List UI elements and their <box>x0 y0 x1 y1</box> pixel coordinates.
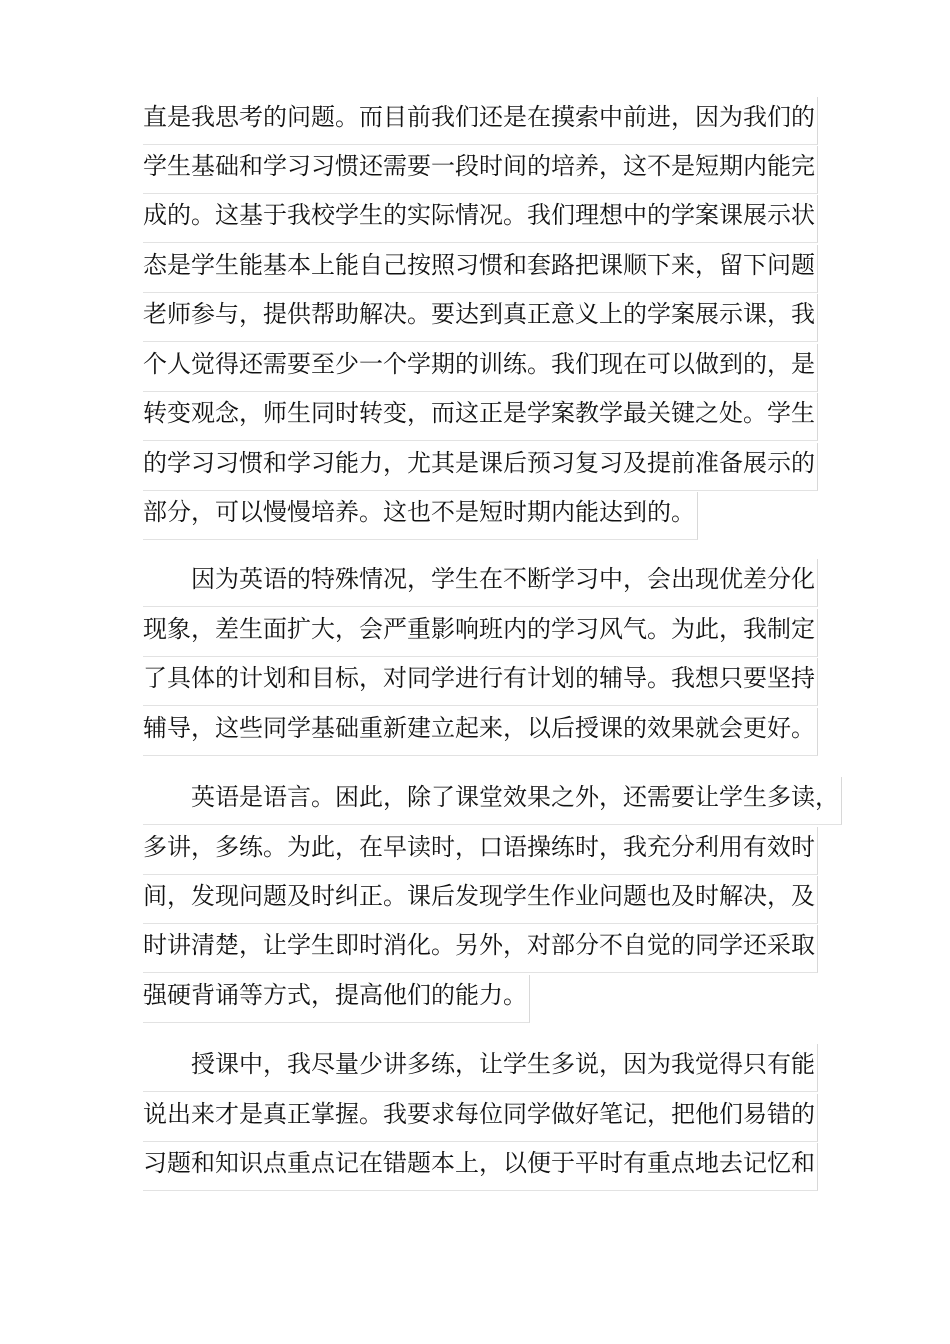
text-line: 了具体的计划和目标，对同学进行有计划的辅导。我想只要坚持 <box>143 658 818 706</box>
text-line: 授课中，我尽量少讲多练，让学生多说，因为我觉得只有能 <box>143 1044 818 1092</box>
text-line: 辅导，这些同学基础重新建立起来，以后授课的效果就会更好。 <box>143 708 818 756</box>
text-line: 多讲，多练。为此，在早读时，口语操练时，我充分利用有效时 <box>143 827 818 875</box>
text-line: 时讲清楚，让学生即时消化。另外，对部分不自觉的同学还采取 <box>143 925 818 973</box>
text-line: 说出来才是真正掌握。我要求每位同学做好笔记，把他们易错的 <box>143 1094 818 1142</box>
text-line: 成的。这基于我校学生的实际情况。我们理想中的学案课展示状 <box>143 195 818 243</box>
text-line: 的学习习惯和学习能力，尤其是课后预习复习及提前准备展示的 <box>143 443 818 491</box>
text-line: 态是学生能基本上能自己按照习惯和套路把课顺下来，留下问题 <box>143 245 818 293</box>
text-line: 间，发现问题及时纠正。课后发现学生作业问题也及时解决，及 <box>143 876 818 924</box>
text-line: 部分，可以慢慢培养。这也不是短时期内能达到的。 <box>143 492 698 540</box>
text-line: 因为英语的特殊情况，学生在不断学习中，会出现优差分化 <box>143 559 818 607</box>
text-line: 直是我思考的问题。而目前我们还是在摸索中前进，因为我们的 <box>143 97 818 145</box>
text-line: 学生基础和学习习惯还需要一段时间的培养，这不是短期内能完 <box>143 146 818 194</box>
text-line: 英语是语言。困此，除了课堂效果之外，还需要让学生多读， <box>143 777 842 825</box>
text-line: 个人觉得还需要至少一个学期的训练。我们现在可以做到的，是 <box>143 344 818 392</box>
text-line: 现象，差生面扩大，会严重影响班内的学习风气。为此，我制定 <box>143 609 818 657</box>
text-line: 强硬背诵等方式，提高他们的能力。 <box>143 975 530 1023</box>
text-line: 老师参与，提供帮助解决。要达到真正意义上的学案展示课，我 <box>143 294 818 342</box>
text-line: 转变观念，师生同时转变，而这正是学案教学最关键之处。学生 <box>143 393 818 441</box>
text-line: 习题和知识点重点记在错题本上，以便于平时有重点地去记忆和 <box>143 1143 818 1191</box>
